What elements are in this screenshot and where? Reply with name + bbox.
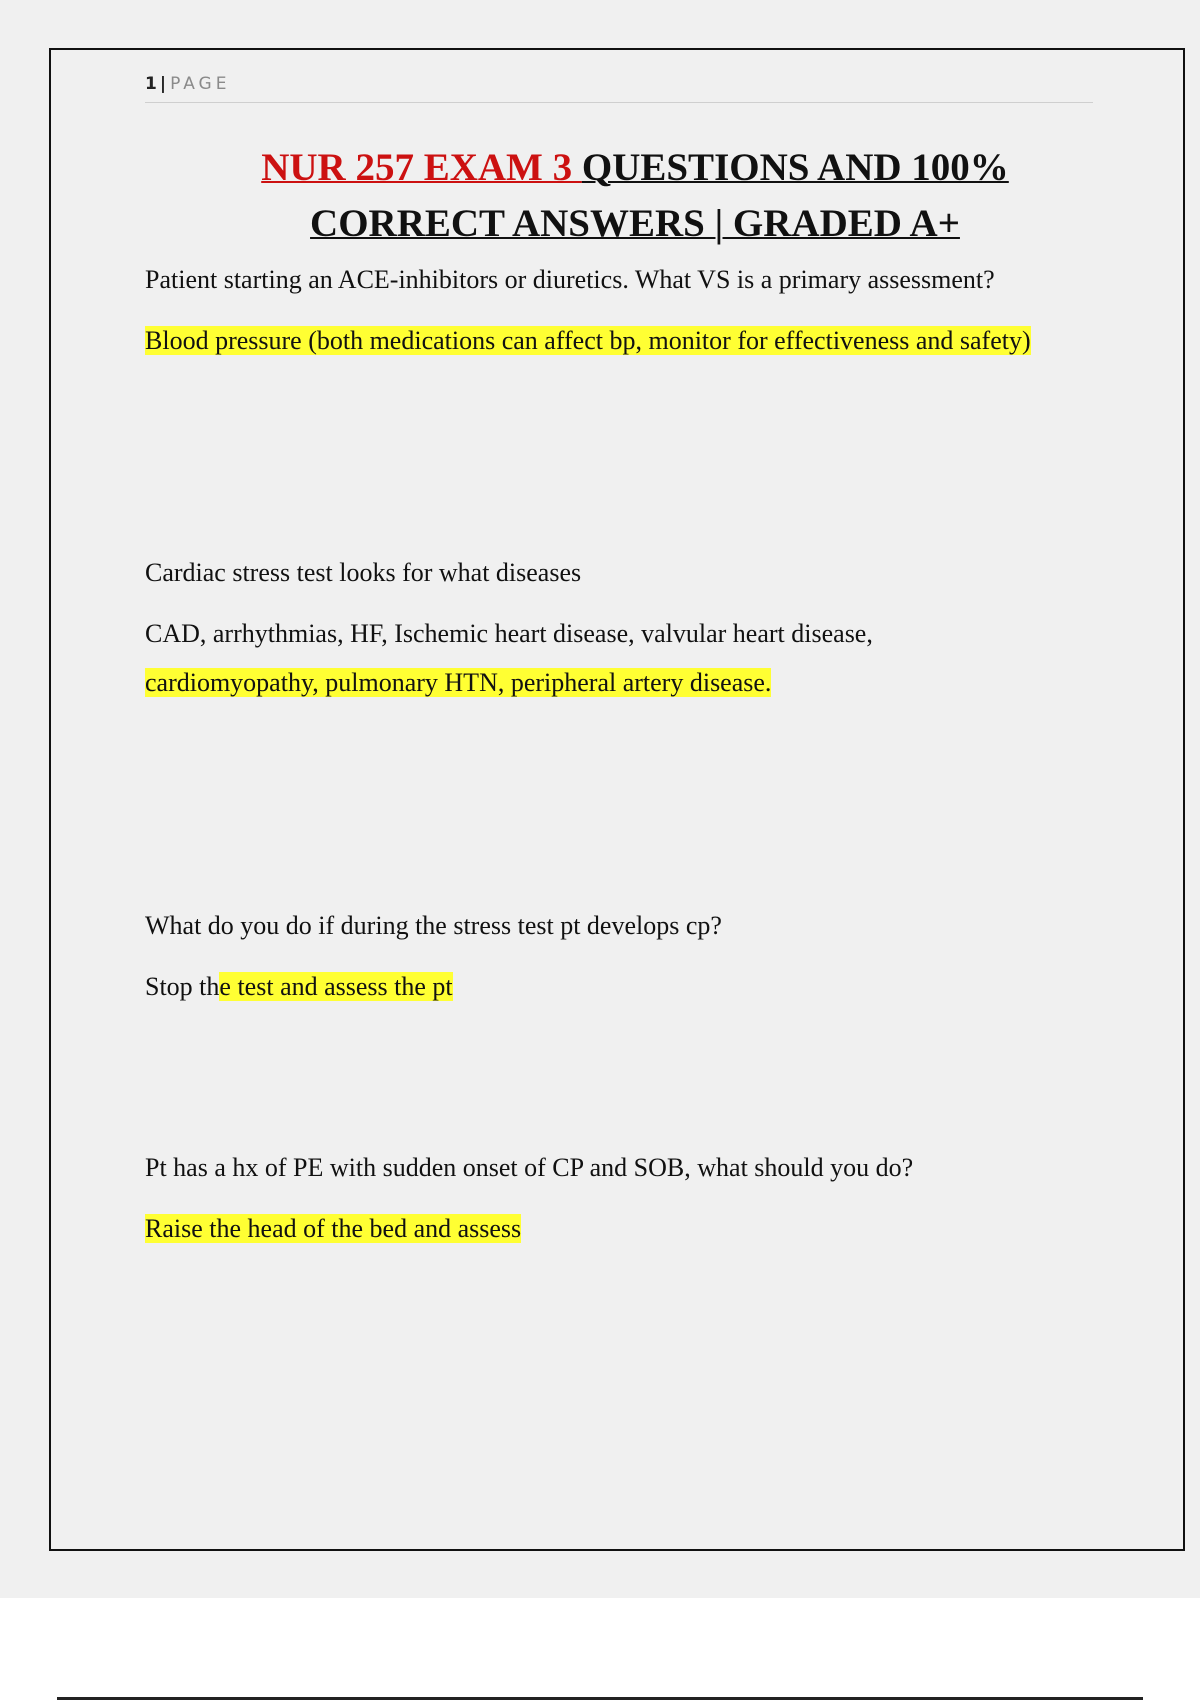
answer-2-plain: CAD, arrhythmias, HF, Ischemic heart disease, valvular heart disease, <box>145 619 873 648</box>
question-1: Patient starting an ACE-inhibitors or diuretics. What VS is a primary assessment? <box>145 265 995 294</box>
question-3: What do you do if during the stress test pt develops cp? <box>145 911 722 940</box>
answer-4 <box>145 1204 1095 1253</box>
title-course-code: NUR 257 EXAM 3 <box>261 146 582 189</box>
page-number: 1 <box>145 74 157 94</box>
answer-1-highlight: Blood pressure (both medications can affect bp, monitor for effectiveness and safety) <box>145 326 1031 355</box>
answer-1 <box>145 316 1045 365</box>
document-title <box>145 140 1125 252</box>
answer-3 <box>145 962 1095 1011</box>
page-label: PAGE <box>170 74 231 94</box>
title-line2: CORRECT ANSWERS | GRADED A+ <box>310 202 960 245</box>
question-2: Cardiac stress test looks for what diseases <box>145 558 582 587</box>
answer-3-plain: Stop th <box>145 972 220 1001</box>
answer-2 <box>145 609 945 707</box>
title-line1-rest: QUESTIONS AND 100% <box>581 146 1009 189</box>
answer-3-highlight: e test and assess the pt <box>219 972 453 1001</box>
page-header <box>145 70 1093 103</box>
answer-2-highlight: cardiomyopathy, pulmonary HTN, peripheral artery disease. <box>145 668 772 697</box>
header-separator: | <box>159 74 167 94</box>
question-4: Pt has a hx of PE with sudden onset of CP and SOB, what should you do? <box>145 1153 914 1182</box>
answer-4-highlight: Raise the head of the bed and assess <box>145 1214 522 1243</box>
